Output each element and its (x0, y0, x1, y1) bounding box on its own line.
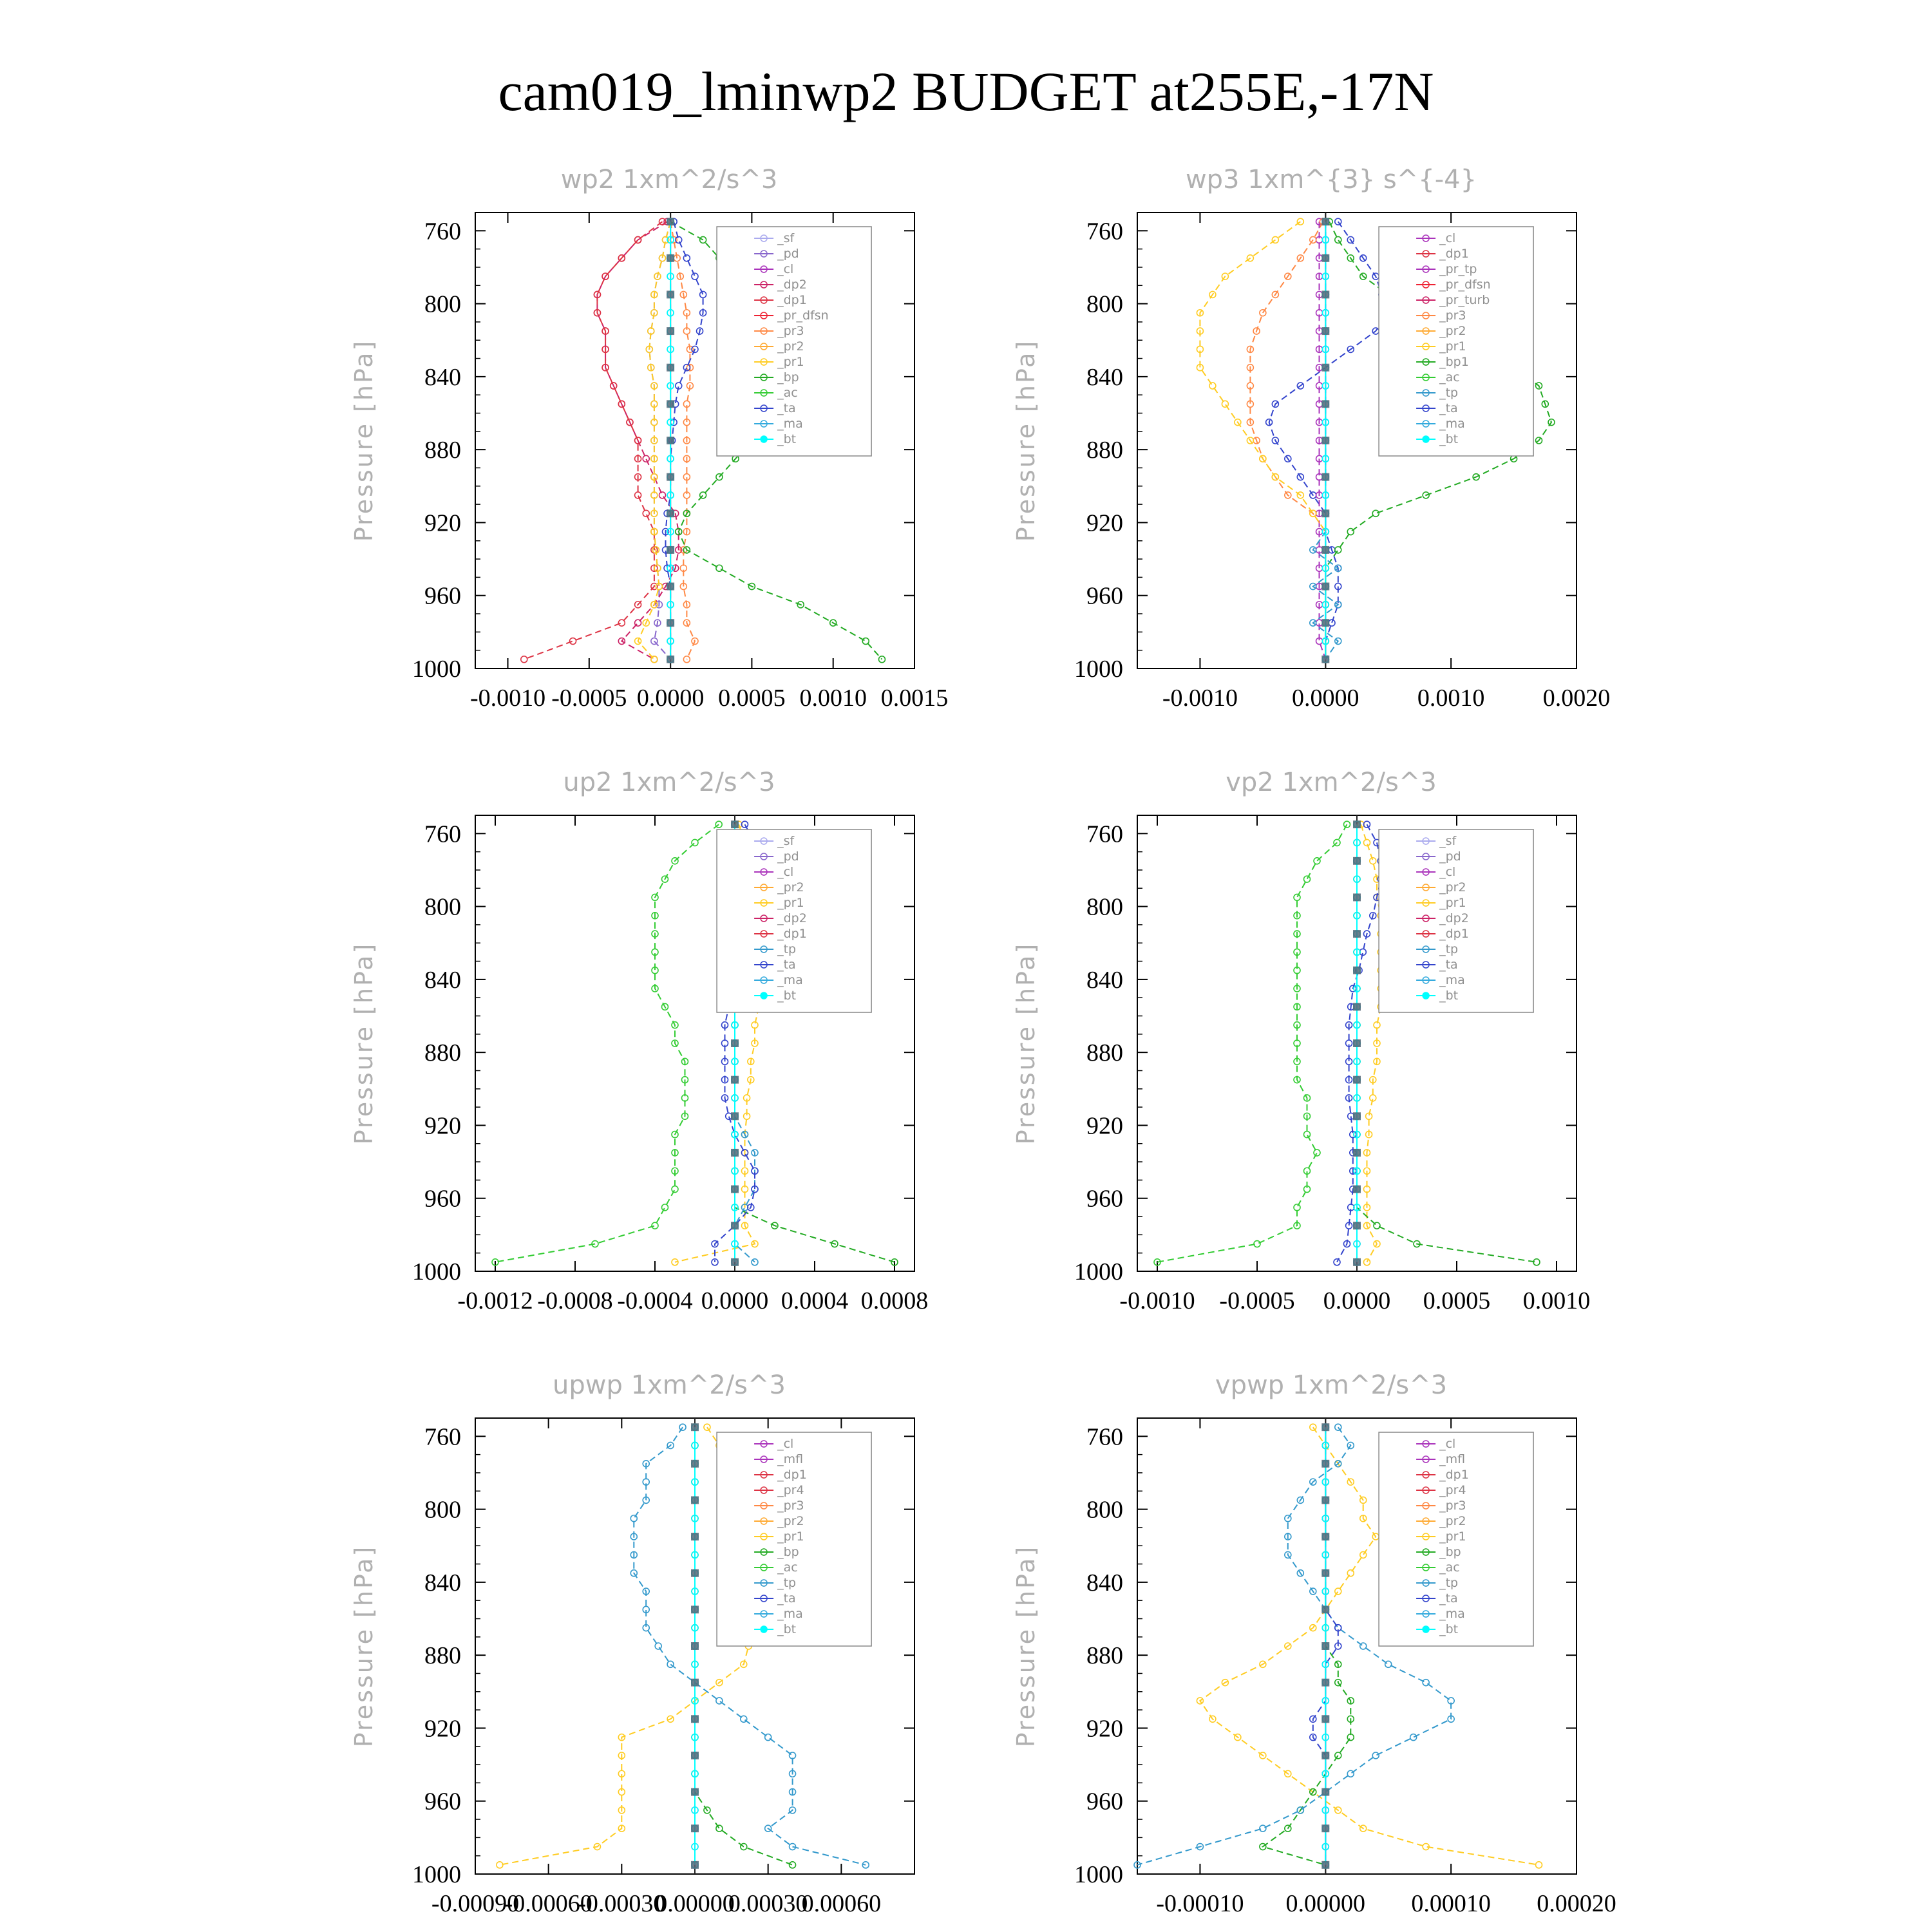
y-tick-label: 840 (1086, 1569, 1123, 1596)
legend-label: _ta (1439, 401, 1458, 415)
x-tick-label: -0.00030 (578, 1890, 666, 1917)
x-tick-label: 0.0000 (1323, 1287, 1391, 1314)
y-tick-label: 1000 (1074, 656, 1123, 683)
legend-label: _ta (777, 958, 796, 972)
legend-label: _pd (1439, 849, 1461, 864)
legend-label: _dp1 (1439, 927, 1469, 941)
y-tick-label: 1000 (1074, 1258, 1123, 1285)
y-tick-label: 760 (1086, 218, 1123, 245)
legend-label: _pr2 (1439, 324, 1466, 338)
legend-label: _bt (1439, 989, 1459, 1003)
x-tick-label: 0.0010 (1522, 1287, 1591, 1314)
legend-label: _dp1 (777, 1468, 807, 1482)
legend-label: _pr_dfsn (777, 308, 829, 323)
legend-label: _ta (777, 1591, 796, 1605)
y-tick-label: 1000 (412, 1861, 461, 1888)
y-tick-label: 1000 (412, 656, 461, 683)
y-axis-label: Pressure [hPa] (1012, 1544, 1040, 1748)
y-tick-label: 800 (1086, 290, 1123, 318)
x-tick-label: -0.0008 (537, 1287, 613, 1314)
series-point (1372, 1752, 1379, 1759)
y-tick-label: 800 (1086, 893, 1123, 921)
y-tick-label: 960 (1086, 1185, 1123, 1213)
legend-label: _sf (1439, 834, 1457, 848)
y-axis-label: Pressure [hPa] (1012, 339, 1040, 542)
legend-label: _dp1 (777, 927, 807, 941)
x-tick-label: -0.0010 (469, 685, 546, 712)
legend-label: _mfl (1439, 1452, 1466, 1466)
x-tick-label: 0.00000 (1285, 1890, 1366, 1917)
y-tick-label: 880 (424, 1039, 461, 1067)
legend-label: _ac (777, 1560, 798, 1575)
zero-marker (1321, 1460, 1329, 1468)
zero-marker (1321, 1679, 1329, 1687)
legend-marker (1423, 1626, 1429, 1633)
y-tick-label: 760 (1086, 1423, 1123, 1451)
series-point (1335, 1752, 1341, 1759)
legend-label: _dp1 (1439, 247, 1469, 261)
legend-label: _dp2 (777, 278, 807, 292)
legend-label: _pr1 (1439, 339, 1466, 354)
legend-label: _pr2 (1439, 1514, 1466, 1528)
series-point (1536, 1862, 1542, 1868)
legend-label: _bt (1439, 432, 1459, 446)
x-tick-label: 0.0010 (799, 685, 867, 712)
legend-label: _dp2 (777, 911, 807, 925)
series-point (1410, 1734, 1417, 1741)
x-tick-label: 0.0000 (1292, 685, 1359, 712)
legend-label: _ac (777, 386, 798, 400)
x-tick-label: 0.00060 (801, 1890, 882, 1917)
legend-label: _ma (1439, 417, 1465, 431)
legend-label: _bt (777, 989, 797, 1003)
y-tick-label: 880 (1086, 437, 1123, 464)
zero-marker (1321, 1788, 1329, 1796)
legend-label: _cl (1439, 231, 1456, 245)
legend-label: _pr1 (777, 355, 804, 369)
zero-marker (1321, 1861, 1329, 1869)
y-tick-label: 800 (1086, 1496, 1123, 1524)
legend-label: _tp (1439, 386, 1459, 400)
x-tick-label: -0.0010 (1119, 1287, 1195, 1314)
y-tick-label: 800 (424, 893, 461, 921)
legend-label: _pr2 (777, 880, 804, 895)
legend-label: _pr3 (1439, 1499, 1466, 1513)
legend-label: _sf (777, 834, 795, 848)
x-tick-label: -0.0005 (551, 685, 627, 712)
legend-label: _bp (777, 370, 799, 384)
legend-label: _pr2 (777, 1514, 804, 1528)
legend-label: _pr_dfsn (1439, 278, 1491, 292)
series-point (1347, 1570, 1354, 1577)
y-tick-label: 840 (1086, 966, 1123, 994)
legend-label: _bt (1439, 1622, 1459, 1636)
x-tick-label: 0.00000 (655, 1890, 735, 1917)
legend-label: _bp (777, 1545, 799, 1559)
zero-marker (1321, 1715, 1329, 1723)
y-tick-label: 960 (1086, 1788, 1123, 1815)
x-tick-label: -0.0005 (1219, 1287, 1295, 1314)
panel-title: wp3 1xm^{3} s^{-4} (1185, 165, 1477, 194)
x-tick-label: 0.0008 (860, 1287, 929, 1314)
zero-marker (1321, 1569, 1329, 1577)
legend-label: _bt (777, 432, 797, 446)
zero-marker (1321, 1752, 1329, 1759)
legend-label: _bp1 (1439, 355, 1469, 369)
y-tick-label: 920 (1086, 1715, 1123, 1743)
y-tick-label: 1000 (1074, 1861, 1123, 1888)
y-axis-label: Pressure [hPa] (350, 942, 378, 1145)
y-axis-label: Pressure [hPa] (350, 339, 378, 542)
x-tick-label: 0.00030 (728, 1890, 808, 1917)
legend-label: _ma (777, 1607, 803, 1621)
legend-label: _cl (777, 262, 794, 276)
y-axis-label: Pressure [hPa] (350, 1544, 378, 1748)
zero-marker (1321, 1605, 1329, 1613)
legend-label: _dp1 (777, 293, 807, 307)
y-tick-label: 920 (1086, 509, 1123, 537)
legend-label: _ac (1439, 1560, 1460, 1575)
legend-label: _ma (1439, 973, 1465, 987)
legend-label: _tp (777, 942, 797, 956)
zero-marker (1321, 1533, 1329, 1540)
x-tick-label: 0.0000 (636, 685, 705, 712)
legend-label: _pr3 (777, 324, 804, 338)
series-point (1310, 1424, 1316, 1430)
series-point (1360, 1551, 1367, 1558)
series-point (1385, 1661, 1392, 1667)
main-title: cam019_lminwp2 BUDGET at255E,-17N (498, 61, 1434, 122)
legend-label: _ta (1439, 1591, 1458, 1605)
x-tick-label: 0.0010 (1417, 685, 1485, 712)
legend-label: _pr1 (1439, 896, 1466, 910)
y-tick-label: 880 (424, 437, 461, 464)
y-tick-label: 960 (424, 1185, 461, 1213)
legend-label: _cl (1439, 865, 1456, 879)
x-tick-label: 0.0005 (1423, 1287, 1491, 1314)
legend-label: _ac (1439, 370, 1460, 384)
legend-label: _mfl (777, 1452, 804, 1466)
series-point (1347, 1734, 1354, 1741)
legend-label: _bp (1439, 1545, 1461, 1559)
series-point (1347, 1770, 1354, 1777)
x-tick-label: -0.00090 (431, 1890, 520, 1917)
x-tick-label: 0.0004 (781, 1287, 849, 1314)
zero-marker (1321, 1824, 1329, 1832)
x-tick-label: 0.00010 (1411, 1890, 1491, 1917)
legend-label: _cl (777, 865, 794, 879)
legend-label: _ma (777, 973, 803, 987)
panel-title: vp2 1xm^2/s^3 (1226, 768, 1437, 797)
legend-label: _pr2 (777, 339, 804, 354)
legend-label: _pr4 (1439, 1483, 1466, 1497)
legend-label: _pr_tp (1439, 262, 1477, 276)
y-tick-label: 920 (424, 1112, 461, 1140)
x-tick-label: -0.0010 (1162, 685, 1238, 712)
y-tick-label: 760 (424, 820, 461, 848)
y-axis-label: Pressure [hPa] (1012, 942, 1040, 1145)
y-tick-label: 800 (424, 1496, 461, 1524)
x-tick-label: 0.0015 (880, 685, 949, 712)
x-tick-label: -0.00010 (1156, 1890, 1244, 1917)
panel-title: vpwp 1xm^2/s^3 (1215, 1370, 1448, 1400)
y-tick-label: 760 (424, 218, 461, 245)
y-tick-label: 760 (1086, 820, 1123, 848)
panel-title: up2 1xm^2/s^3 (563, 768, 775, 797)
legend-label: _pr3 (777, 1499, 804, 1513)
zero-marker (1321, 1642, 1329, 1650)
legend-label: _cl (777, 1437, 794, 1451)
y-tick-label: 840 (424, 363, 461, 391)
x-tick-label: -0.0004 (617, 1287, 693, 1314)
x-tick-label: 0.0000 (701, 1287, 769, 1314)
legend-label: _pr1 (777, 896, 804, 910)
y-tick-label: 880 (424, 1642, 461, 1670)
legend-label: _pr1 (1439, 1530, 1466, 1544)
legend-label: _pr_turb (1439, 293, 1490, 307)
legend-label: _tp (777, 1576, 797, 1590)
y-tick-label: 800 (424, 290, 461, 318)
y-tick-label: 920 (424, 509, 461, 537)
y-tick-label: 880 (1086, 1039, 1123, 1067)
legend-label: _ma (1439, 1607, 1465, 1621)
x-tick-label: -0.00060 (504, 1890, 592, 1917)
panel-title: upwp 1xm^2/s^3 (553, 1370, 786, 1400)
legend-label: _ma (777, 417, 803, 431)
y-tick-label: 840 (424, 966, 461, 994)
y-tick-label: 960 (1086, 582, 1123, 610)
legend-label: _pr3 (1439, 308, 1466, 323)
y-tick-label: 840 (424, 1569, 461, 1596)
y-tick-label: 960 (424, 582, 461, 610)
legend-label: _pr2 (1439, 880, 1466, 895)
legend-label: _pr4 (777, 1483, 804, 1497)
x-tick-label: 0.00020 (1537, 1890, 1616, 1917)
legend-label: _dp2 (1439, 911, 1469, 925)
zero-marker (1321, 1496, 1329, 1504)
legend-label: _pr1 (777, 1530, 804, 1544)
x-tick-label: 0.0005 (718, 685, 786, 712)
legend-label: _ta (777, 401, 796, 415)
series-point (1423, 1680, 1429, 1686)
legend-label: _cl (1439, 1437, 1456, 1451)
y-tick-label: 880 (1086, 1642, 1123, 1670)
zero-marker (1321, 1423, 1329, 1431)
legend-label: _ta (1439, 958, 1458, 972)
legend-label: _tp (1439, 1576, 1459, 1590)
y-tick-label: 920 (424, 1715, 461, 1743)
series-point (1335, 1424, 1341, 1430)
series-point (1335, 1588, 1341, 1595)
legend-label: _pd (777, 849, 799, 864)
legend-label: _pd (777, 247, 799, 261)
y-tick-label: 920 (1086, 1112, 1123, 1140)
legend-label: _sf (777, 231, 795, 245)
legend-label: _dp1 (1439, 1468, 1469, 1482)
y-tick-label: 840 (1086, 363, 1123, 391)
y-tick-label: 1000 (412, 1258, 461, 1285)
legend-label: _bt (777, 1622, 797, 1636)
legend-label: _tp (1439, 942, 1459, 956)
x-tick-label: 0.0020 (1542, 685, 1611, 712)
y-tick-label: 960 (424, 1788, 461, 1815)
y-tick-label: 760 (424, 1423, 461, 1451)
series-point (1360, 1643, 1367, 1649)
panel-title: wp2 1xm^2/s^3 (560, 165, 778, 194)
x-tick-label: -0.0012 (457, 1287, 533, 1314)
